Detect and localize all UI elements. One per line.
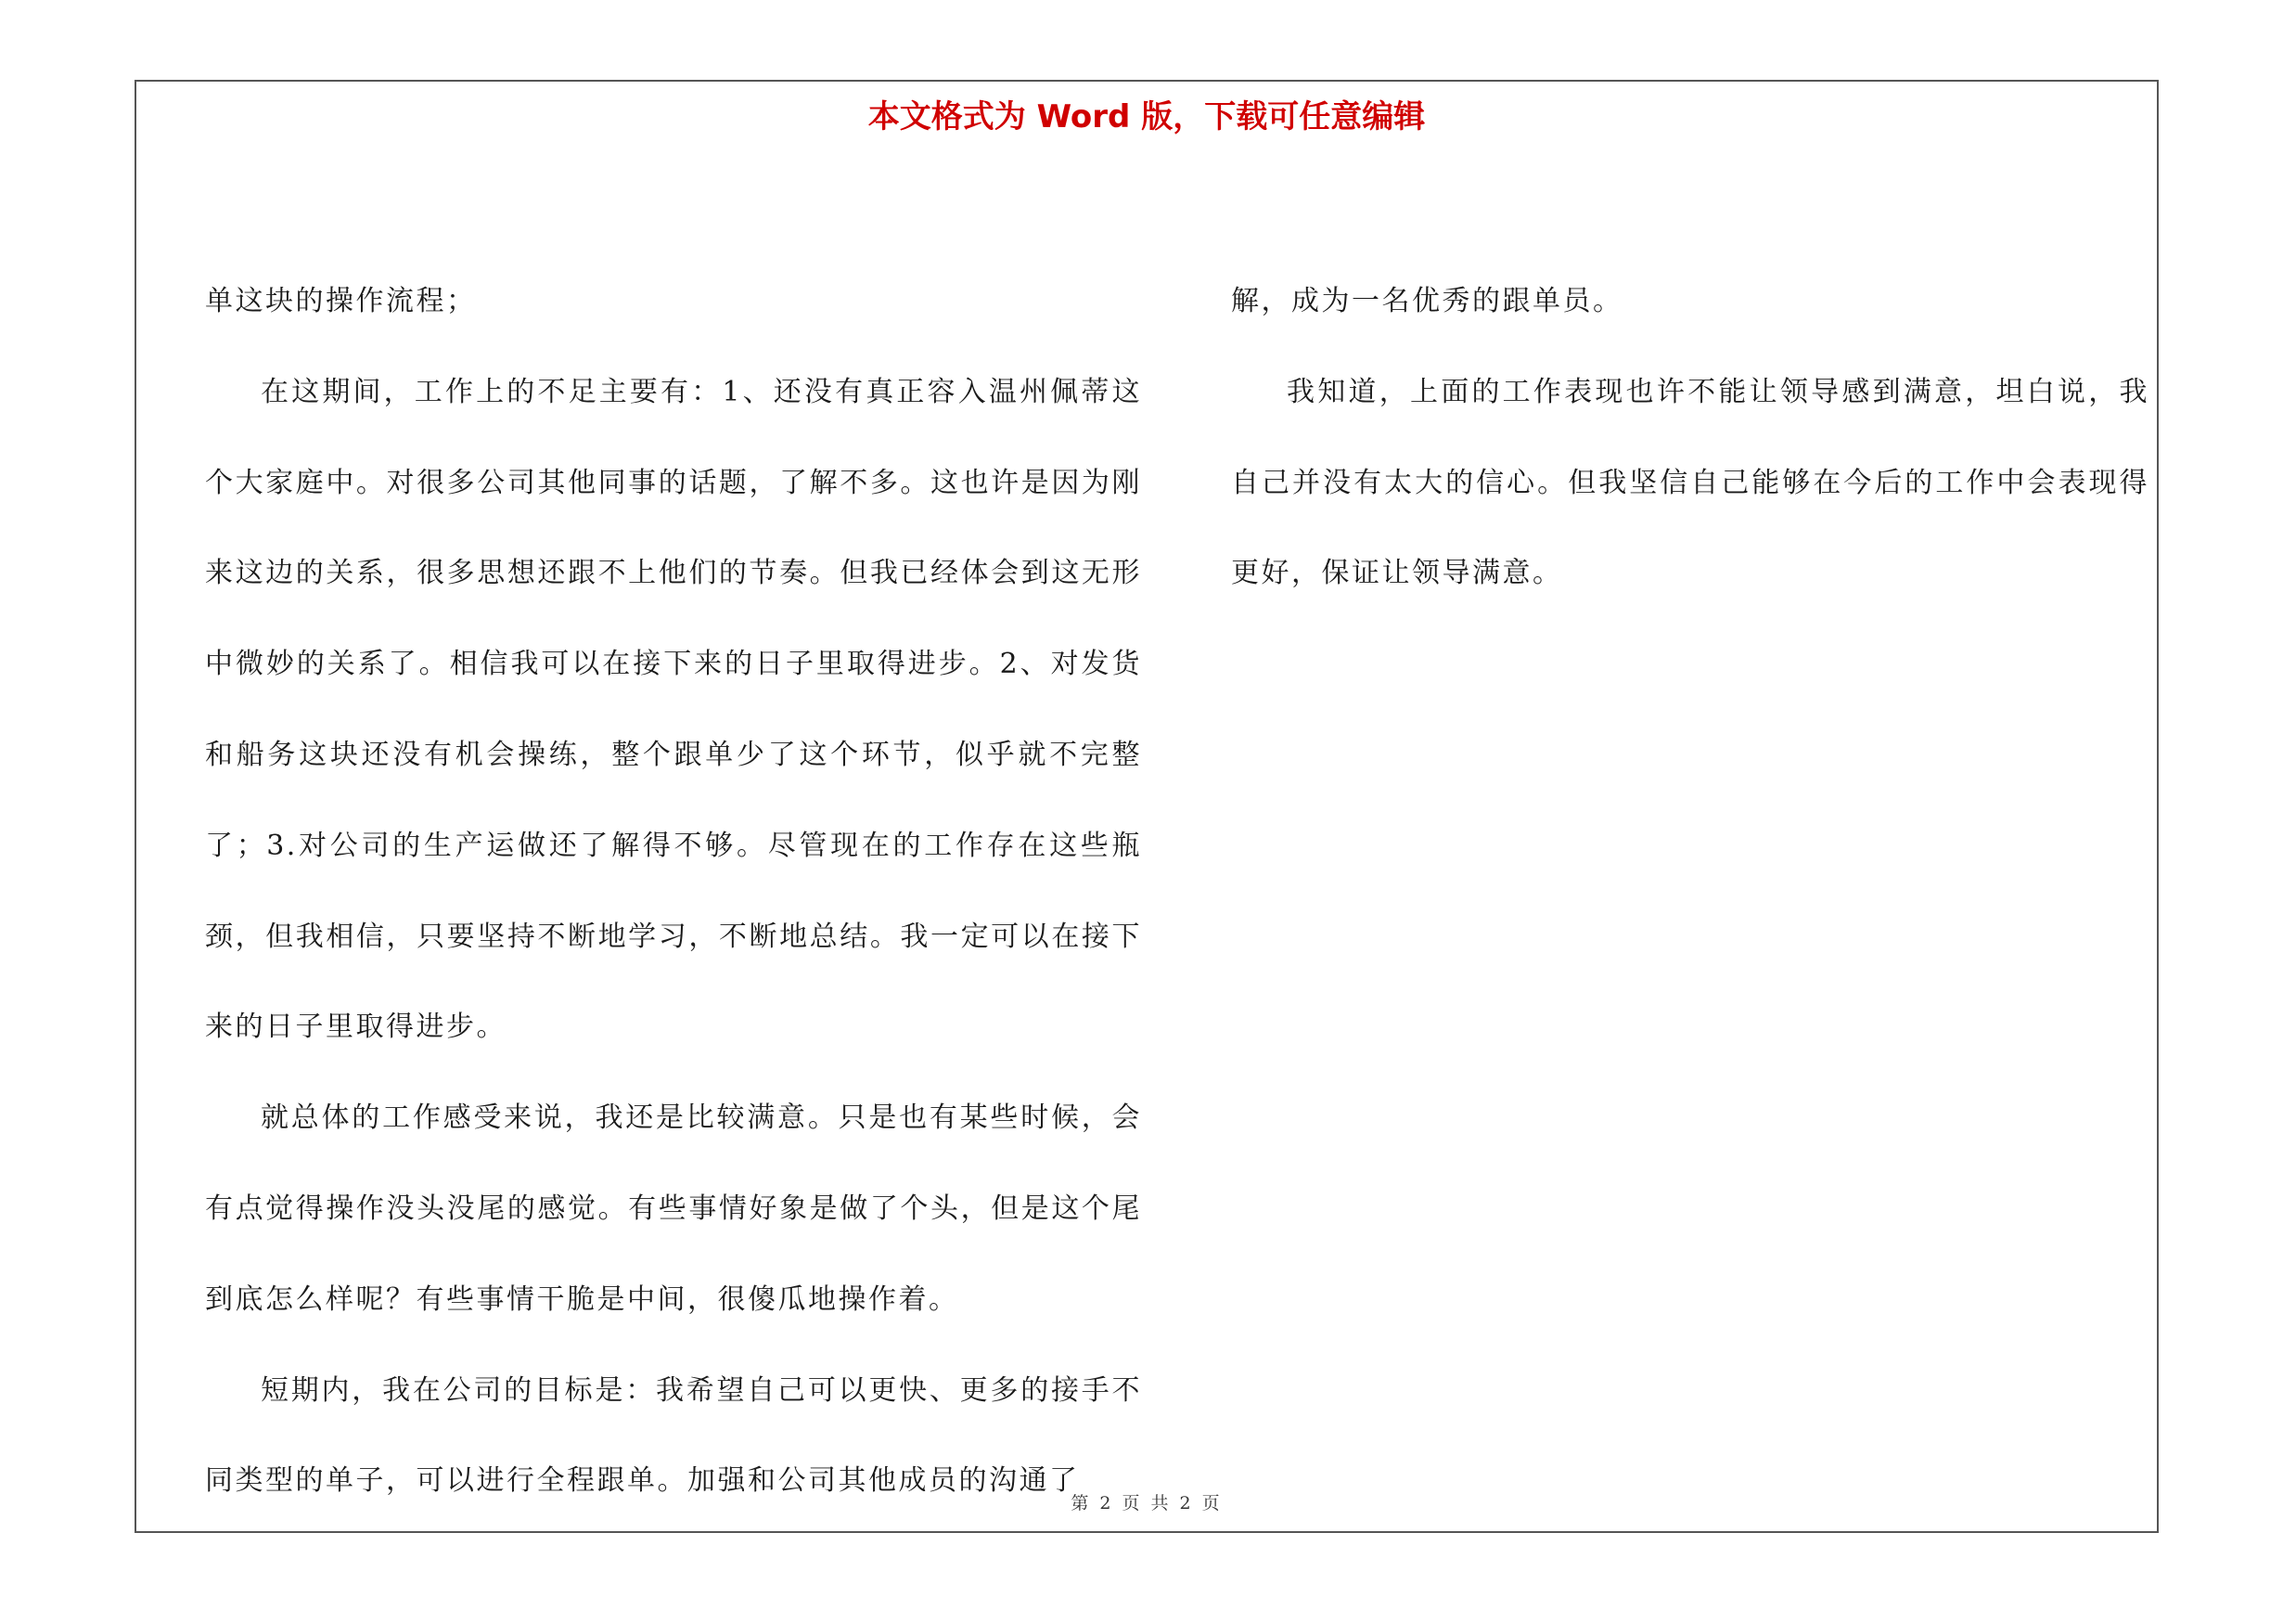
paragraph-continuation: 单这块的操作流程； <box>205 285 477 317</box>
left-text-column <box>205 256 1142 1526</box>
right-text-column <box>1231 256 2149 619</box>
paragraph-shortcomings: 在这期间，工作上的不足主要有：1、还没有真正容入温州佩蒂这个大家庭中。对很多公司其他同事的话题，了解不多。这也许是因为刚来这边的关系，很多思想还跟不上他们的节奏。但我已经体会到这无形中微妙的关系了。相信我可以在接下来的日子里取得进步。2、对发货和船务这块还没有机会操练，整个跟单少了这个环节，似乎就不完整了；3.对公司的生产运做还了解得不够。尽管现在的工作存在这些瓶颈，但我相信，只要坚持不断地学习，不断地总结。我一定可以在接下来的日子里取得进步。 <box>205 375 1142 1044</box>
paragraph-closing: 我知道，上面的工作表现也许不能让领导感到满意，坦白说，我自己并没有太大的信心。但我坚信自己能够在今后的工作中会表现得更好，保证让领导满意。 <box>1231 375 2149 590</box>
banner-text: 本文格式为 Word 版，下载可任意编辑 <box>867 98 1426 135</box>
paragraph-work-feeling: 就总体的工作感受来说，我还是比较满意。只是也有某些时候，会有点觉得操作没头没尾的感觉。有些事情好象是做了个头，但是这个尾到底怎么样呢？有些事情干脆是中间，很傻瓜地操作着。 <box>205 1101 1142 1316</box>
paragraph-continuation-right: 解，成为一名优秀的跟单员。 <box>1231 285 1623 317</box>
document-page <box>135 80 2159 1533</box>
paragraph-short-term-goal: 短期内，我在公司的目标是：我希望自己可以更快、更多的接手不同类型的单子，可以进行全程跟单。加强和公司其他成员的沟通了 <box>205 1373 1142 1498</box>
header-banner <box>136 89 2157 145</box>
page-number-footer: 第 2 页 共 2 页 <box>1071 1493 1223 1514</box>
